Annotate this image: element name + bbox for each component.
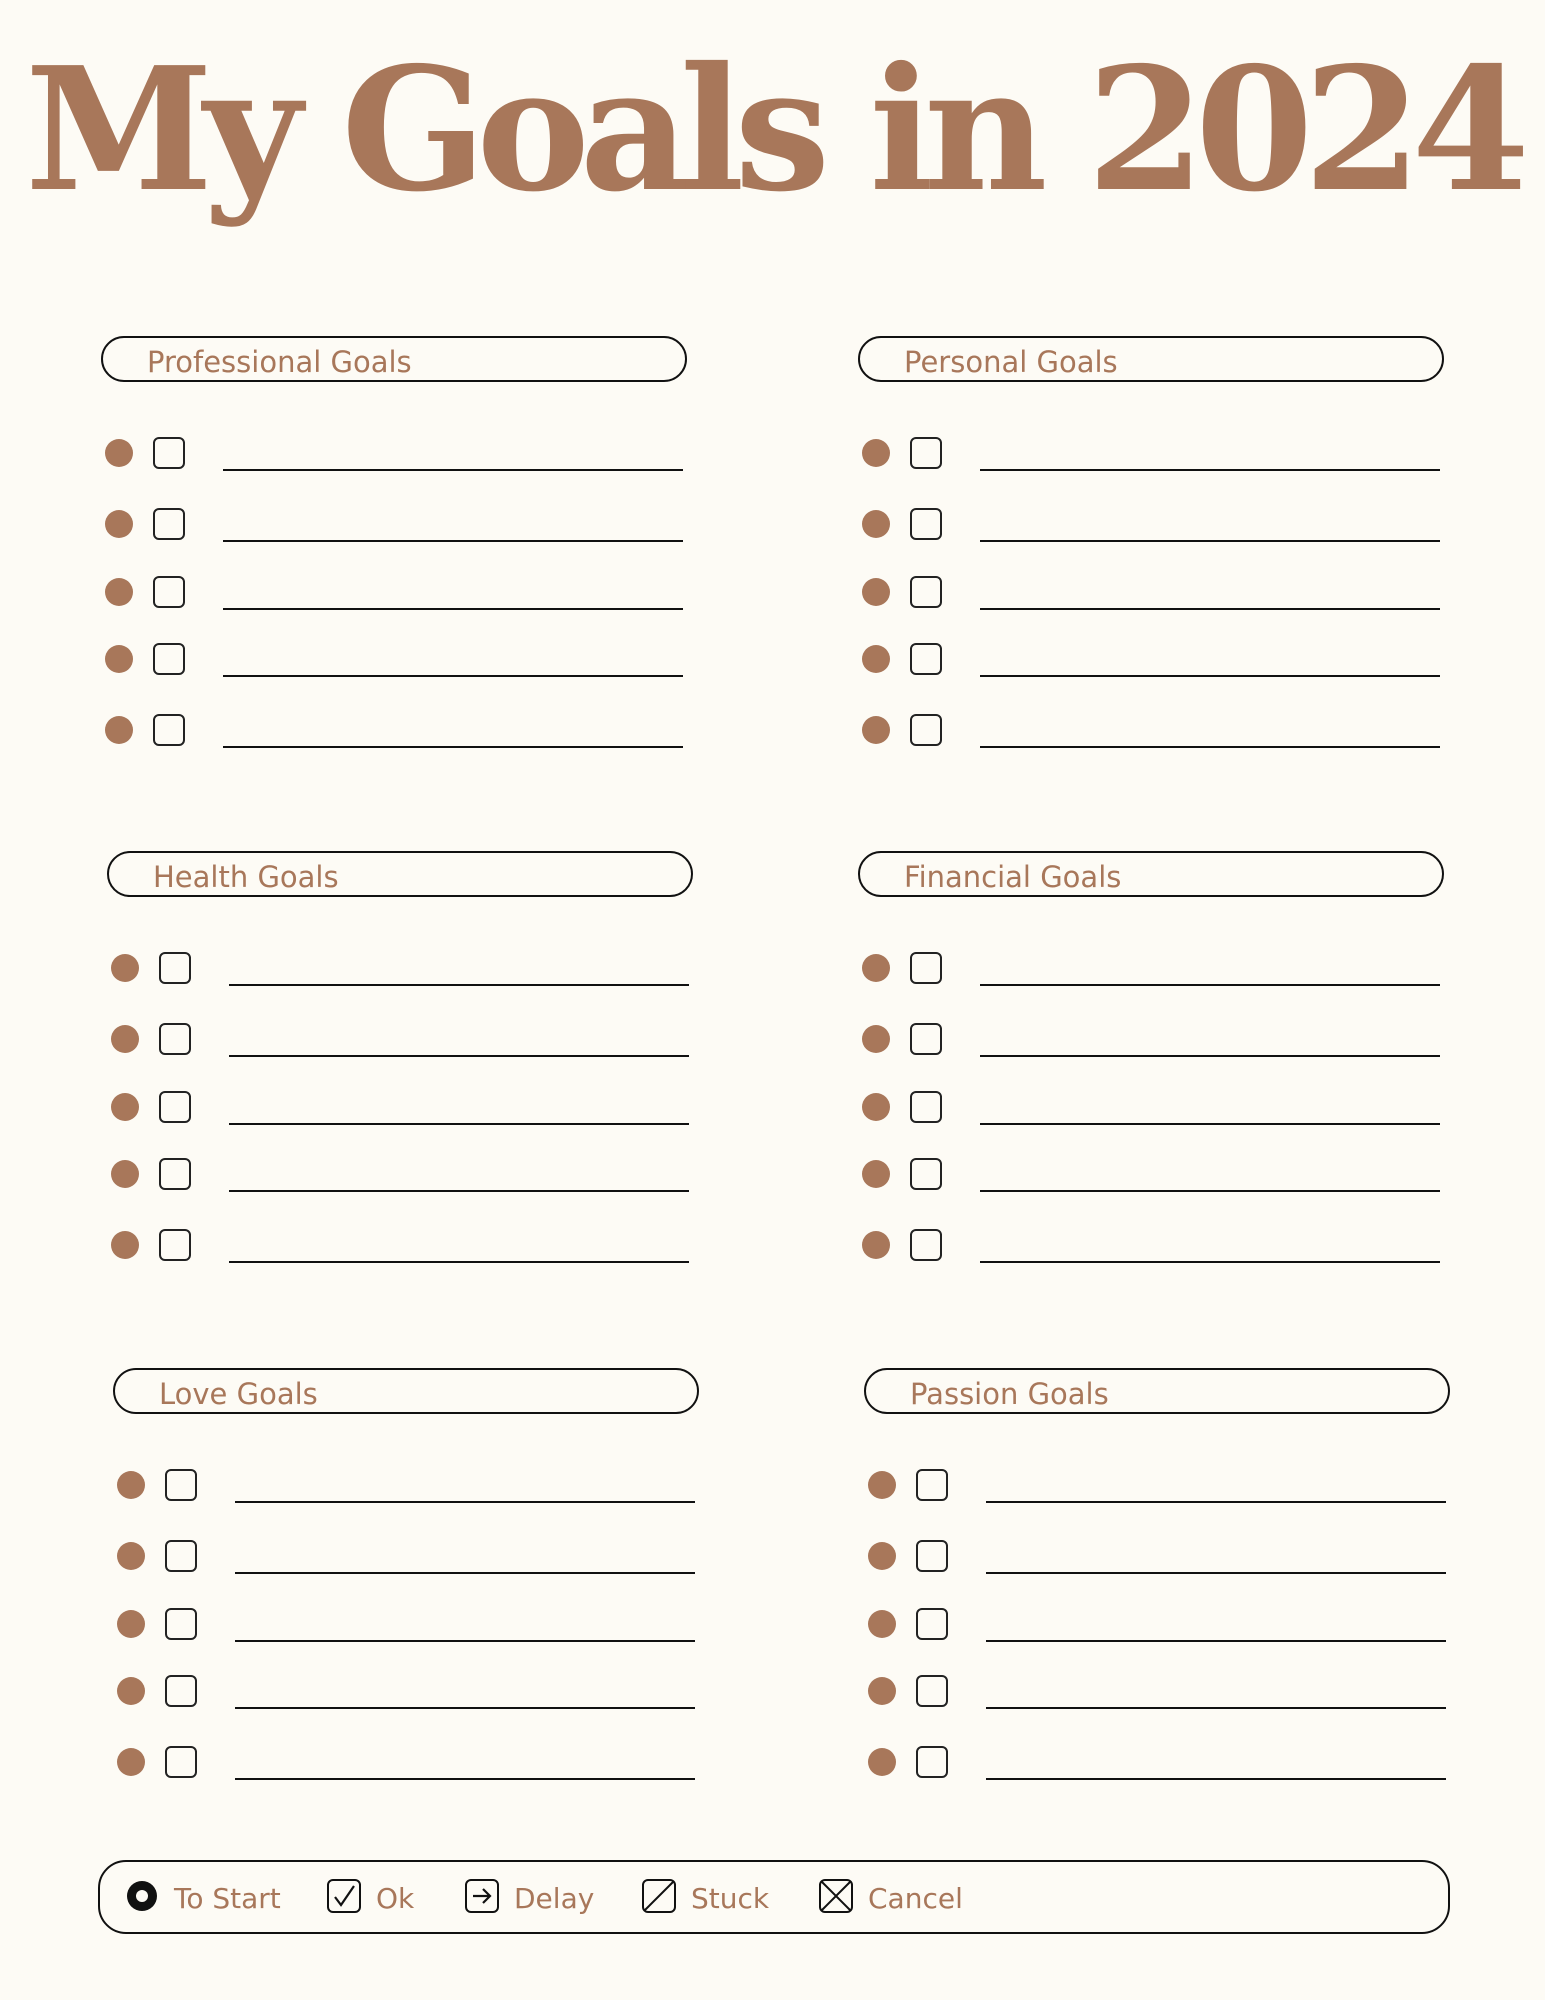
bullet-dot-icon (105, 439, 133, 467)
goal-checkbox[interactable] (159, 1158, 191, 1190)
bullet-dot-icon (868, 1748, 896, 1776)
goal-text-line[interactable] (980, 1190, 1440, 1192)
section-title: Health Goals (153, 860, 339, 894)
section-header (858, 851, 1444, 897)
goal-row (101, 504, 691, 544)
goal-row (858, 1154, 1448, 1194)
goal-row (864, 1604, 1454, 1644)
goal-checkbox[interactable] (153, 437, 185, 469)
goal-row (858, 1087, 1448, 1127)
bullet-dot-icon (862, 1231, 890, 1259)
goal-row (113, 1536, 703, 1576)
goal-text-line[interactable] (229, 1190, 689, 1192)
goal-text-line[interactable] (235, 1778, 695, 1780)
bullet-dot-icon (111, 954, 139, 982)
goal-text-line[interactable] (229, 1055, 689, 1057)
section-title: Personal Goals (904, 345, 1118, 379)
section-header (858, 336, 1444, 382)
goal-row (113, 1742, 703, 1782)
goal-checkbox[interactable] (165, 1746, 197, 1778)
goal-checkbox[interactable] (153, 508, 185, 540)
bullet-dot-icon (862, 954, 890, 982)
goal-row (864, 1465, 1454, 1505)
goal-text-line[interactable] (223, 469, 683, 471)
section-title: Passion Goals (910, 1377, 1109, 1411)
bullet-dot-icon (105, 510, 133, 538)
legend-label: Delay (514, 1882, 595, 1915)
goal-checkbox[interactable] (165, 1675, 197, 1707)
goal-checkbox[interactable] (910, 1229, 942, 1261)
goal-row (858, 710, 1448, 750)
bullet-dot-icon (862, 1025, 890, 1053)
goal-checkbox[interactable] (910, 1091, 942, 1123)
goal-text-line[interactable] (229, 984, 689, 986)
section-title: Professional Goals (147, 345, 412, 379)
goal-text-line[interactable] (229, 1261, 689, 1263)
bullet-dot-icon (868, 1677, 896, 1705)
legend-label: Stuck (691, 1882, 770, 1915)
goal-text-line[interactable] (986, 1640, 1446, 1642)
goal-row (858, 948, 1448, 988)
section-header (113, 1368, 699, 1414)
goal-text-line[interactable] (980, 746, 1440, 748)
goal-checkbox[interactable] (916, 1540, 948, 1572)
goal-row (101, 572, 691, 612)
bullet-dot-icon (111, 1160, 139, 1188)
goal-checkbox[interactable] (159, 1091, 191, 1123)
goal-checkbox[interactable] (910, 1023, 942, 1055)
goal-text-line[interactable] (986, 1572, 1446, 1574)
section-health (107, 851, 697, 1291)
bullet-dot-icon (862, 1093, 890, 1121)
goal-row (864, 1536, 1454, 1576)
goal-row (858, 1019, 1448, 1059)
goal-checkbox[interactable] (910, 1158, 942, 1190)
goal-text-line[interactable] (980, 984, 1440, 986)
status-legend (98, 1860, 1450, 1934)
goal-row (113, 1604, 703, 1644)
goal-checkbox[interactable] (165, 1469, 197, 1501)
goal-checkbox[interactable] (916, 1746, 948, 1778)
goal-row (107, 1087, 697, 1127)
goal-row (113, 1465, 703, 1505)
bullet-dot-icon (117, 1542, 145, 1570)
bullet-dot-icon (862, 510, 890, 538)
goal-checkbox[interactable] (159, 952, 191, 984)
goal-checkbox[interactable] (153, 643, 185, 675)
goal-text-line[interactable] (235, 1707, 695, 1709)
section-title: Love Goals (159, 1377, 318, 1411)
goal-checkbox[interactable] (165, 1540, 197, 1572)
goal-row (113, 1671, 703, 1711)
goal-checkbox[interactable] (153, 714, 185, 746)
goal-text-line[interactable] (986, 1501, 1446, 1503)
goal-text-line[interactable] (229, 1123, 689, 1125)
section-header (101, 336, 687, 382)
section-header (864, 1368, 1450, 1414)
goal-row (107, 1154, 697, 1194)
goal-row (858, 572, 1448, 612)
bullet-dot-icon (862, 578, 890, 606)
goal-checkbox[interactable] (165, 1608, 197, 1640)
goal-text-line[interactable] (980, 608, 1440, 610)
legend-label: Cancel (868, 1882, 963, 1915)
goal-checkbox[interactable] (910, 952, 942, 984)
bullet-dot-icon (868, 1471, 896, 1499)
goal-checkbox[interactable] (910, 714, 942, 746)
bullet-dot-icon (111, 1025, 139, 1053)
goal-row (101, 433, 691, 473)
check-box-icon (326, 1878, 362, 1914)
bullet-dot-icon (117, 1748, 145, 1776)
bullet-dot-icon (862, 716, 890, 744)
circle-dot-icon (124, 1878, 160, 1914)
bullet-dot-icon (862, 439, 890, 467)
goal-text-line[interactable] (980, 675, 1440, 677)
bullet-dot-icon (111, 1093, 139, 1121)
slash-box-icon (641, 1878, 677, 1914)
goal-text-line[interactable] (235, 1640, 695, 1642)
goal-row (858, 504, 1448, 544)
bullet-dot-icon (117, 1471, 145, 1499)
bullet-dot-icon (105, 645, 133, 673)
section-professional (101, 336, 691, 776)
bullet-dot-icon (862, 1160, 890, 1188)
goal-text-line[interactable] (223, 746, 683, 748)
goal-checkbox[interactable] (159, 1023, 191, 1055)
x-box-icon (818, 1878, 854, 1914)
goal-text-line[interactable] (980, 469, 1440, 471)
goal-row (101, 710, 691, 750)
section-title: Financial Goals (904, 860, 1122, 894)
goal-checkbox[interactable] (910, 508, 942, 540)
section-love (113, 1368, 703, 1808)
goal-text-line[interactable] (235, 1572, 695, 1574)
goal-row (101, 639, 691, 679)
goal-checkbox[interactable] (910, 437, 942, 469)
goal-checkbox[interactable] (916, 1608, 948, 1640)
goal-text-line[interactable] (980, 1261, 1440, 1263)
bullet-dot-icon (105, 716, 133, 744)
bullet-dot-icon (117, 1610, 145, 1638)
goal-text-line[interactable] (235, 1501, 695, 1503)
goal-checkbox[interactable] (916, 1675, 948, 1707)
arrow-box-icon (464, 1878, 500, 1914)
page-title: My Goals in 2024 (25, 30, 1520, 230)
goal-text-line[interactable] (980, 540, 1440, 542)
goal-row (864, 1742, 1454, 1782)
goal-text-line[interactable] (980, 1123, 1440, 1125)
goal-text-line[interactable] (986, 1778, 1446, 1780)
goal-checkbox[interactable] (910, 643, 942, 675)
section-personal (858, 336, 1448, 776)
goal-text-line[interactable] (986, 1707, 1446, 1709)
section-financial (858, 851, 1448, 1291)
goal-row (858, 1225, 1448, 1265)
goal-checkbox[interactable] (153, 576, 185, 608)
goal-row (107, 948, 697, 988)
goal-text-line[interactable] (223, 675, 683, 677)
goal-text-line[interactable] (223, 540, 683, 542)
goal-text-line[interactable] (980, 1055, 1440, 1057)
bullet-dot-icon (868, 1610, 896, 1638)
goal-text-line[interactable] (223, 608, 683, 610)
section-header (107, 851, 693, 897)
goal-checkbox[interactable] (916, 1469, 948, 1501)
goal-row (864, 1671, 1454, 1711)
goal-row (107, 1225, 697, 1265)
section-passion (864, 1368, 1454, 1808)
bullet-dot-icon (117, 1677, 145, 1705)
legend-label: Ok (376, 1882, 415, 1915)
bullet-dot-icon (868, 1542, 896, 1570)
bullet-dot-icon (105, 578, 133, 606)
goal-row (107, 1019, 697, 1059)
legend-label: To Start (174, 1882, 281, 1915)
goal-checkbox[interactable] (159, 1229, 191, 1261)
goal-row (858, 639, 1448, 679)
goal-row (858, 433, 1448, 473)
bullet-dot-icon (111, 1231, 139, 1259)
bullet-dot-icon (862, 645, 890, 673)
goal-checkbox[interactable] (910, 576, 942, 608)
